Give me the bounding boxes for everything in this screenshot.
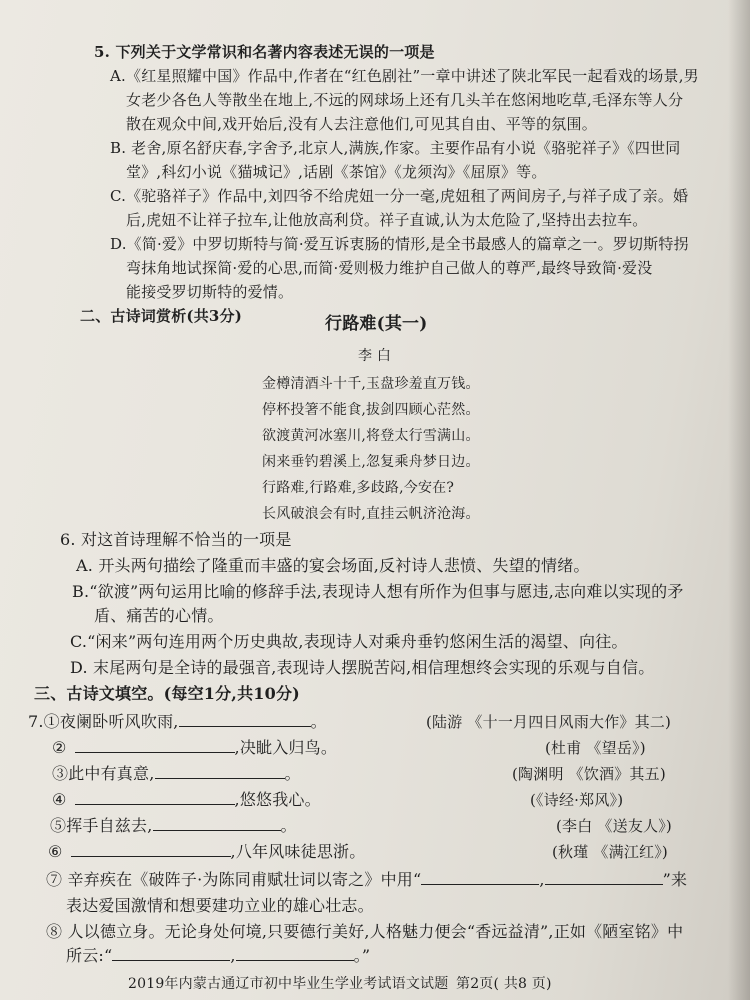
q7-item-number: ⑥ (48, 842, 63, 861)
q5-option-c-line1: C.《驼骆祥子》作品中,刘四爷不给虎妞一分一毫,虎妞租了两间房子,与祥子成了亲。婚 (110, 187, 689, 205)
q5-option-a-line1: A.《红星照耀中国》作品中,作者在“红色剧社”一章中讲述了陕北军民一起看戏的场景,男 (110, 67, 699, 85)
poem-line: 停杯投箸不能食,拔剑四顾心茫然。 (262, 402, 480, 418)
q7-item-7-line1 (46, 870, 687, 890)
answer-blank[interactable] (545, 884, 663, 885)
q7-item-before: 挥手自兹去, (66, 816, 153, 835)
q7-item-1 (28, 712, 327, 732)
q7-item-after: ,八年风味徒思浙。 (230, 842, 366, 861)
q7-item-after: 。 (310, 712, 327, 731)
q7-item-3-source: (陶渊明 《饮酒》其五) (512, 765, 666, 783)
answer-blank[interactable] (75, 804, 235, 805)
q5-option-b-line2: 堂》,科幻小说《猫城记》,话剧《茶馆》《龙须沟》《屈原》等。 (126, 163, 547, 181)
q7-item-number: ③ (52, 764, 69, 783)
q5-option-a-line2: 女老少各色人等散坐在地上,不远的网球场上还有几头羊在悠闲地吃草,毛泽东等人分 (126, 91, 684, 109)
answer-blank[interactable] (71, 856, 231, 857)
q7-item-2 (52, 738, 337, 758)
answer-blank[interactable] (179, 726, 311, 727)
q6-option-a: A. 开头两句描绘了隆重而丰盛的宴会场面,反衬诗人悲愤、失望的情绪。 (76, 556, 590, 575)
q6-stem: 6. 对这首诗理解不恰当的一项是 (60, 530, 292, 549)
q5-option-d-line3: 能接受罗切斯特的爱情。 (126, 283, 294, 301)
poem-line: 金樽清酒斗十千,玉盘珍羞直万钱。 (262, 376, 480, 392)
q7-item-7-comma: , (539, 870, 545, 889)
q7-item-8-line2 (66, 946, 370, 966)
answer-blank[interactable] (236, 960, 354, 961)
q7-item-number: 7.① (28, 712, 60, 731)
q5-option-c-line2: 后,虎妞不让祥子拉车,让他放高利贷。祥子直诚,认为太危险了,坚持出去拉车。 (126, 211, 648, 229)
q7-item-before: 此中有真意, (68, 764, 155, 783)
q7-item-4-source: (《诗经·郑风》) (530, 791, 624, 809)
answer-blank[interactable] (155, 778, 285, 779)
q7-item-1-source: (陆游 《十一月四日风雨大作》其二) (426, 713, 672, 731)
q7-item-number: ② (52, 738, 67, 757)
footer-page-number: 第2页( 共8 页) (456, 976, 552, 992)
poem-line: 欲渡黄河冰塞川,将登太行雪满山。 (262, 428, 480, 444)
q5-option-d-line1: D.《简·爱》中罗切斯特与简·爱互诉衷肠的情形,是全书最感人的篇章之一。罗切斯特拐 (110, 235, 689, 253)
q7-item-after: 。 (284, 764, 301, 783)
q7-item-5 (50, 816, 297, 836)
q7-item-number: ⑤ (50, 816, 67, 835)
q7-item-8-line1: ⑧ 人以德立身。无论身处何境,只要德行美好,人格魅力便会“香远益清”,正如《陋室铭》中 (46, 922, 684, 941)
section3-heading: 三、古诗文填空。(每空1分,共10分) (34, 684, 300, 703)
poem-line: 闲来垂钓碧溪上,忽复乘舟梦日边。 (262, 454, 480, 470)
q6-option-b-line1: B.“欲渡”两句运用比喻的修辞手法,表现诗人想有所作为但事与愿违,志向难以实现的矛 (72, 582, 684, 601)
q7-item-7-line2: 表达爱国激情和想要建功立业的雄心壮志。 (66, 896, 374, 915)
q7-item-after: 。 (280, 816, 297, 835)
poem-line: 长风破浪会有时,直挂云帆济沧海。 (262, 506, 480, 522)
section2-heading: 二、古诗词赏析(共3分) (80, 307, 243, 325)
q7-item-after: ,悠悠我心。 (234, 790, 321, 809)
answer-blank[interactable] (421, 884, 539, 885)
q7-item-8-end: 。” (353, 946, 371, 965)
q6-option-d: D. 末尾两句是全诗的最强音,表现诗人摆脱苦闷,相信理想终会实现的乐观与自信。 (70, 658, 655, 677)
q5-option-d-line2: 弯抹角地试探简·爱的心思,而简·爱则极力维护自己做人的尊严,最终导致简·爱没 (126, 259, 653, 277)
q7-item-6-source: (秋瑾 《满江红》) (552, 843, 668, 861)
q5-stem: 5. 下列关于文学常识和名著内容表述无误的一项是 (94, 43, 435, 61)
q7-item-number: ④ (52, 790, 67, 809)
q7-item-7-text: ⑦ 辛弃疾在《破阵子·为陈同甫赋壮词以寄之》中用“ (46, 870, 422, 889)
q7-item-6 (48, 842, 365, 862)
poem-author: 李 白 (358, 348, 392, 364)
q7-item-7-end: ”来 (662, 870, 688, 889)
q7-item-before: 夜阑卧听风吹雨, (59, 712, 179, 731)
q6-option-b-line2: 盾、痛苦的心情。 (94, 606, 224, 625)
q7-item-4 (52, 790, 321, 810)
answer-blank[interactable] (75, 752, 235, 753)
q7-item-2-source: (杜甫 《望岳》) (545, 739, 646, 757)
poem-line: 行路难,行路难,多歧路,今安在? (262, 480, 455, 496)
answer-blank[interactable] (153, 830, 281, 831)
q7-item-after: ,决眦入归鸟。 (234, 738, 338, 757)
q5-option-b-line1: B. 老舍,原名舒庆春,字舍予,北京人,满族,作家。主要作品有小说《骆驼祥子》《四世同 (110, 139, 681, 157)
q7-item-5-source: (李白 《送友人》) (556, 817, 672, 835)
footer-title: 2019年内蒙古通辽市初中毕业生学业考试语文试题 (128, 976, 449, 992)
q7-item-8-comma: , (230, 946, 236, 965)
q5-option-a-line3: 散在观众中间,戏开始后,没有人去注意他们,可见其自由、平等的氛围。 (126, 115, 597, 133)
q6-option-c: C.“闲来”两句连用两个历史典故,表现诗人对乘舟垂钓悠闲生活的渴望、向往。 (70, 632, 628, 651)
q7-item-3 (52, 764, 301, 784)
q7-item-8-text: 所云:“ (66, 946, 113, 965)
poem-title: 行路难(其一) (325, 314, 428, 334)
answer-blank[interactable] (112, 960, 230, 961)
